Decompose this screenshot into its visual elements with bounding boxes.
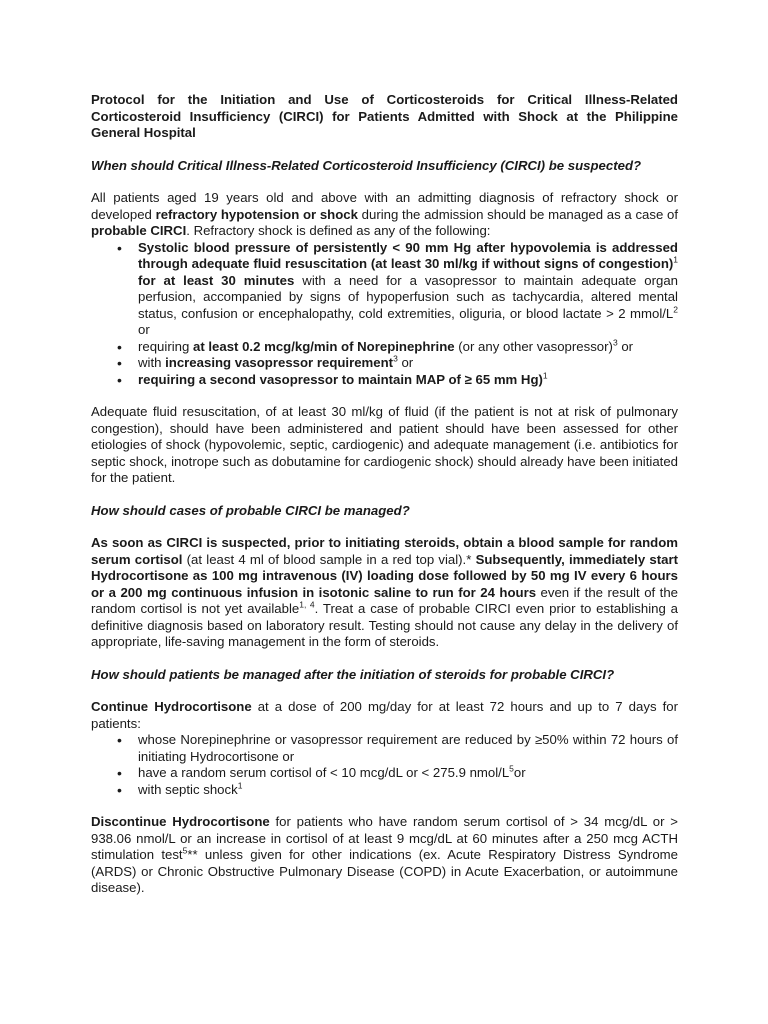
paragraph-management: As soon as CIRCI is suspected, prior to initiating steroids, obtain a blood sample for random serum cortisol (at least 4 ml of blood sample in a red top vial).* Subsequently, immediately start Hydrocortisone as 100 mg intravenous (IV) loading dose followed by 50 mg IV every 6 hours or a 200 mg continuous infusion in isotonic saline to run for 24 hours even if the result of the random cortisol is not yet available$^{1, 4}$. Treat a case of probable CIRCI even prior to establishing a definitive diagnosis based on laboratory result. Testing should not cause any delay in the delivery of appropriate, life-saving management in the form of steroids. — [91, 535, 679, 649]
list-item: • with increasing vasopressor requirement$^3$ or — [138, 355, 678, 372]
question-manage-probable-circi: How should cases of probable CIRCI be managed? — [91, 502, 410, 518]
paragraph-continue-hydrocortisone: Continue Hydrocortisone at a dose of 200 mg/day for at least 72 hours and up to 7 days for patients: — [91, 699, 678, 731]
question-suspect-circi: When should Critical Illness-Related Corticosteroid Insufficiency (CIRCI) be suspected? — [91, 157, 642, 173]
list-item: • requiring a second vasopressor to maintain MAP of ≥ 65 mm Hg)$^1$ — [138, 372, 678, 389]
continue-criteria-list — [91, 732, 678, 798]
paragraph-eligibility: All patients aged 19 years old and above with an admitting diagnosis of refractory shock or developed refractory hypotension or shock during the admission should be managed as a case of probable CIRCI. Refractory shock is defined as any of the following: — [91, 190, 679, 238]
document-title: Protocol for the Initiation and Use of Corticosteroids for Critical Illness-Related Corticosteroid Insufficiency (CIRCI) for Patients Admitted with Shock at the Philippine General Hospital — [91, 92, 678, 140]
paragraph-fluid-resuscitation: Adequate fluid resuscitation, of at least 30 ml/kg of fluid (if the patient is not at risk of pulmonary congestion), should have been administered and patient should have been assessed for other etiologies of shock (hypovolemic, septic, cardiogenic) and adequate management (i.e. antibiotics for septic shock, inotrope such as dobutamine for cardiogenic shock) should already have been initiated for the patient. — [91, 404, 678, 485]
question-after-initiation: How should patients be managed after the initiation of steroids for probable CIRCI? — [91, 666, 615, 682]
list-item: • have a random serum cortisol of < 10 mcg/dL or < 275.9 nmol/$L^5or$ — [138, 765, 678, 782]
list-item: • whose Norepinephrine or vasopressor requirement are reduced by ≥50% within 72 hours of initiating Hydrocortisone or — [138, 732, 678, 765]
list-item: • with septic shock$^1$ — [138, 782, 678, 799]
list-item: • requiring at least 0.2 mcg/kg/min of Norepinephrine (or any other vasopressor)$^3$ or — [138, 339, 678, 356]
list-item: • Systolic blood pressure of persistently < 90 mm Hg after hypovolemia is addressed through adequate fluid resuscitation (at least 30 ml/kg if without signs of congestion)$^1$ for at least 30 minutes with a need for a vasopressor to maintain adequate organ perfusion, accompanied by signs of hypoperfusion such as tachycardia, altered mental status, confusion or encephalopathy, cold extremities, oliguria, or blood lactate > 2 mmol/$L^2$ or — [138, 240, 678, 339]
paragraph-discontinue-hydrocortisone: Discontinue Hydrocortisone for patients who have random serum cortisol of > 34 mcg/dL or > 938.06 nmol/L or an increase in cortisol of at least 9 mcg/dL at 60 minutes after a 250 mcg ACTH stimulation test$^5$** unless given for other indications (ex. Acute Respiratory Distress Syndrome (ARDS) or Chronic Obstructive Pulmonary Disease (COPD) in Acute Exacerbation, or autoimmune disease). — [91, 814, 678, 895]
refractory-shock-criteria-list — [91, 240, 678, 389]
